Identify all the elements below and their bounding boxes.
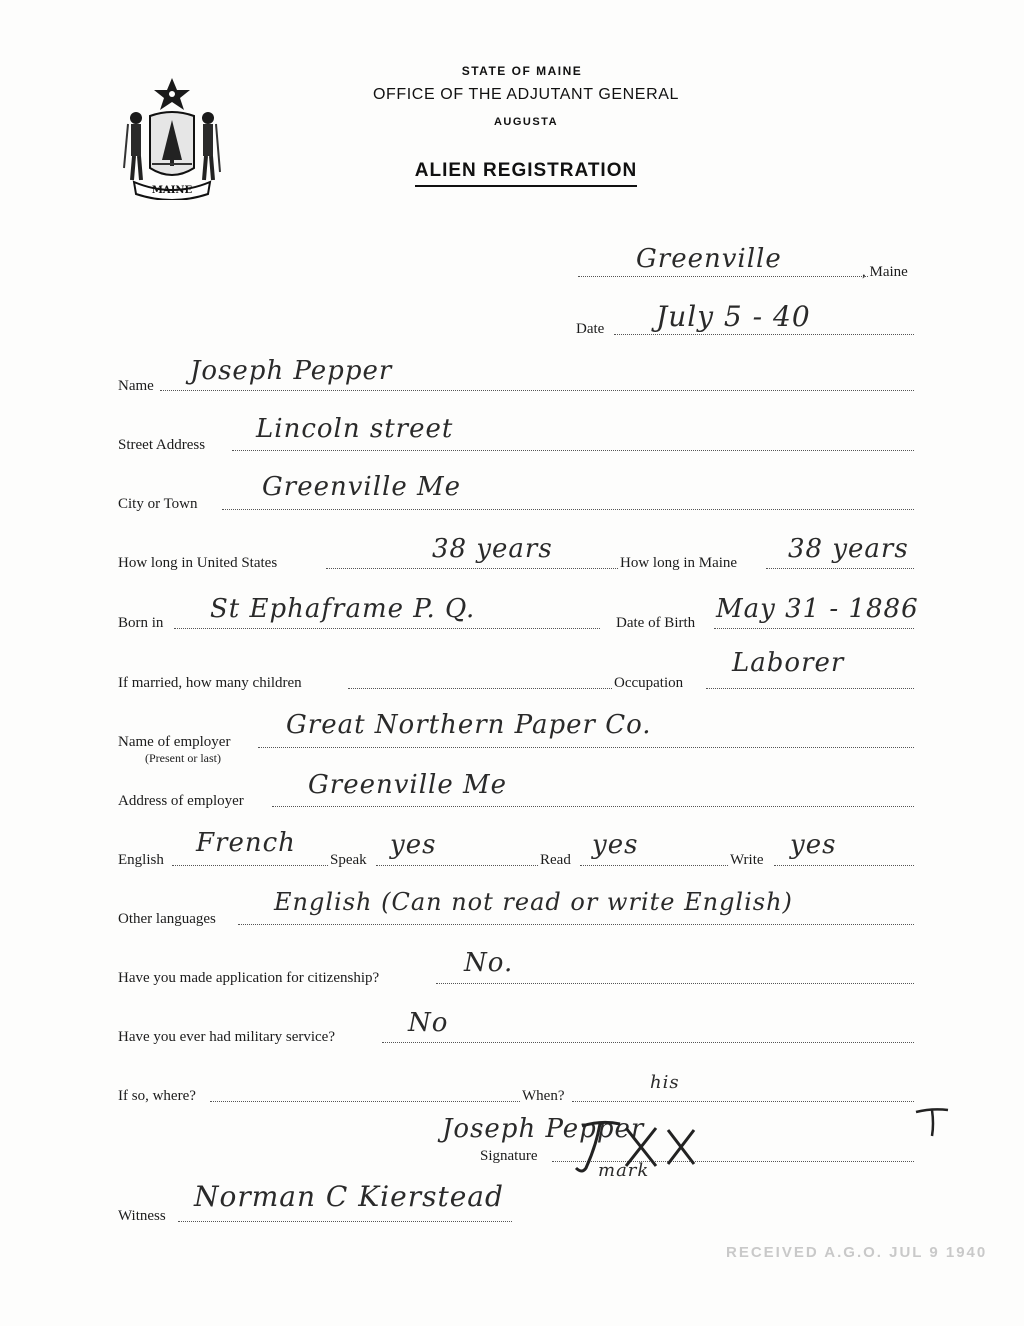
city-label: City or Town (118, 496, 198, 512)
employer-label: Name of employer (118, 734, 231, 750)
citizenship-line (436, 983, 914, 984)
city-heading: AUGUSTA (493, 116, 559, 128)
state-heading: STATE OF MAINE (461, 64, 583, 78)
military-label: Have you ever had military service? (118, 1029, 335, 1045)
street-value: Lincoln street (256, 414, 454, 444)
english-value: French (196, 828, 296, 858)
name-value: Joseph Pepper (190, 356, 393, 386)
speak-value: yes (390, 830, 437, 860)
dob-line (714, 628, 914, 629)
witness-line (178, 1221, 512, 1222)
read-label: Read (540, 852, 571, 868)
employer-address-label: Address of employer (118, 793, 244, 809)
name-line (160, 390, 914, 391)
write-line (774, 865, 914, 866)
how-long-maine-line (766, 568, 914, 569)
signature-mark-below: mark (598, 1160, 650, 1181)
where-line (210, 1101, 520, 1102)
street-line (232, 450, 914, 451)
children-line (348, 688, 612, 689)
dob-value: May 31 - 1886 (716, 594, 919, 624)
date-value: July 5 - 40 (656, 300, 811, 333)
when-label: When? (522, 1088, 565, 1104)
military-value: No (408, 1008, 449, 1038)
speak-label: Speak (330, 852, 367, 868)
how-long-us-value: 38 years (432, 534, 553, 564)
occupation-value: Laborer (732, 648, 845, 678)
signature-value: Joseph Pepper (442, 1114, 645, 1144)
town-label: , Maine (862, 264, 908, 280)
occupation-label: Occupation (614, 675, 684, 691)
citizenship-value: No. (464, 948, 514, 978)
office-heading: OFFICE OF THE ADJUTANT GENERAL (372, 86, 680, 103)
speak-line (376, 865, 538, 866)
cross-mark-icon (912, 1102, 952, 1142)
read-line (580, 865, 728, 866)
read-value: yes (592, 830, 639, 860)
military-line (382, 1042, 914, 1043)
how-long-maine-value: 38 years (788, 534, 909, 564)
where-label: If so, where? (118, 1088, 196, 1104)
english-label: English (118, 852, 164, 868)
employer-line (258, 747, 914, 748)
name-label: Name (118, 378, 154, 394)
signature-label: Signature (480, 1148, 538, 1164)
city-line (222, 509, 914, 510)
english-line (172, 865, 328, 866)
signature-mark-above: his (650, 1072, 680, 1093)
how-long-us-line (326, 568, 618, 569)
other-languages-value: English (Can not read or write English) (274, 888, 793, 916)
town-value: Greenville (636, 244, 782, 274)
town-line (578, 276, 868, 277)
other-languages-label: Other languages (118, 911, 216, 927)
witness-label: Witness (118, 1208, 166, 1224)
born-in-value: St Ephaframe P. Q. (210, 594, 476, 624)
write-label: Write (730, 852, 764, 868)
street-label: Street Address (118, 437, 206, 453)
employer-sublabel: (Present or last) (145, 751, 221, 765)
how-long-maine-label: How long in Maine (620, 555, 738, 571)
how-long-us-label: How long in United States (118, 555, 278, 571)
witness-value: Norman C Kierstead (194, 1180, 504, 1213)
received-stamp: RECEIVED A.G.O. JUL 9 1940 (726, 1244, 988, 1261)
children-label: If married, how many children (118, 675, 302, 691)
occupation-line (706, 688, 914, 689)
seal-label: MAINE (151, 185, 193, 196)
other-languages-line (238, 924, 914, 925)
write-value: yes (790, 830, 837, 860)
when-line (572, 1101, 914, 1102)
citizenship-label: Have you made application for citizenship? (118, 970, 380, 986)
employer-value: Great Northern Paper Co. (286, 710, 652, 740)
city-value: Greenville Me (262, 472, 462, 502)
born-in-line (174, 628, 600, 629)
employer-address-line (272, 806, 914, 807)
date-label: Date (576, 321, 605, 337)
date-line (614, 334, 914, 335)
employer-address-value: Greenville Me (308, 770, 508, 800)
born-in-label: Born in (118, 615, 164, 631)
page-title: ALIEN REGISTRATION (0, 160, 1024, 182)
dob-label: Date of Birth (616, 615, 696, 631)
